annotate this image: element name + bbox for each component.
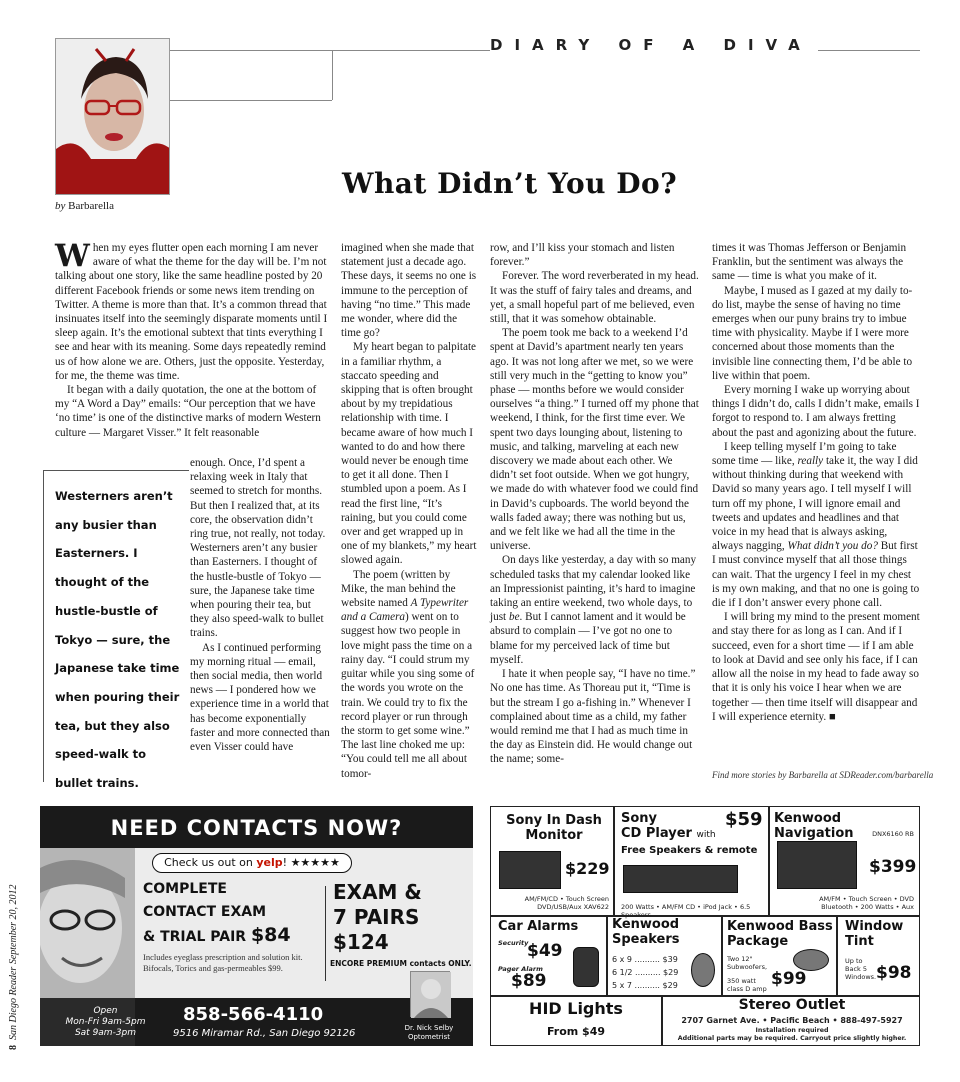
encore-note: ENCORE PREMIUM contacts ONLY. <box>330 959 472 968</box>
paragraph: It began with a daily quotation, the one at the bottom of my “A Word a Day” emails: “Our perception that we have ‘no time’ is one of the distinctive marks of modern Western culture — Margaret Visser.” It felt reasonable <box>55 384 321 439</box>
header-rule-low <box>170 100 332 101</box>
author-portrait-graphic <box>56 39 170 195</box>
contacts-ad[interactable] <box>40 806 473 1046</box>
divider <box>613 807 615 915</box>
pull-quote: Westerners aren’t any busier than Easterners. I thought of the hustle-bustle of Tokyo — sure, the Japanese take time when pouring their tea, but they also speed-walk to bullet trains. <box>55 489 180 791</box>
footer-note: Find more stories by Barbarella at SDReader.com/barbarella <box>712 770 934 780</box>
stereo-outlet-ad[interactable] <box>490 806 920 1046</box>
tint-specs: Up to Back 5 Windows. <box>845 957 877 981</box>
store-notes: Installation required Additional parts may be required. Carryout price slightly higher. <box>677 1027 907 1042</box>
paragraph: Maybe, I mused as I gazed at my daily to-do list, maybe the sense of having no time emerges when our puny brains try to imbue time with physicality. Maybe if I were more concerned about those moments than the invisible line connecting them, I’d be able to live within that poem. <box>712 284 913 382</box>
monitor-image <box>499 851 561 889</box>
sony-monitor-specs: AM/FM/CD • Touch Screen DVD/USB/Aux XAV622 <box>524 895 609 911</box>
article-column-3 <box>490 241 699 767</box>
headline: What Didn’t You Do? <box>342 167 678 200</box>
sony-monitor-title: Sony In Dash Monitor <box>506 813 602 843</box>
window-tint-title: Window Tint <box>845 919 904 949</box>
paragraph: Forever. The word reverberated in my head. It was the stuff of fairy tales and dreams, and yet, a small hopeful part of me believed, even still, that it was somehow obtainable. <box>490 270 699 326</box>
kenwood-nav-title: Kenwood Navigation <box>774 811 854 841</box>
header-rule-step <box>332 50 333 100</box>
tint-price: $98 <box>876 963 912 983</box>
byline: by Barbarella <box>55 200 114 212</box>
section-title: DIARY OF A DIVA <box>490 36 818 54</box>
divider <box>606 915 608 995</box>
article-column-1-narrow <box>190 456 332 754</box>
paragraph: I keep telling myself I’m going to take some time — like, really take it, the way I did without thinking during that weekend with David so many years ago. I tell myself I will turn off my phone, I will ignore email and tweets and updates and headlines and that voice in my head that is always asking, always nagging, What didn’t you do? But first I must convince myself that all those things can wait. That the urgency I feel in my chest is my own making, and that no one is going to die if I don’t answer every phone call. <box>712 440 920 610</box>
doctor-graphic <box>411 972 451 1018</box>
paragraph: Every morning I wake up worrying about things I didn’t do, calls I didn’t make, emails I forgot to respond to. I am always fretting about the past and agonizing about the future. <box>712 384 920 439</box>
doctor-photo <box>410 971 450 1017</box>
kenwood-nav-specs: AM/FM • Touch Screen • DVD Bluetooth • 200 Watts • Aux <box>819 895 914 911</box>
page-number: 8 <box>8 1045 19 1050</box>
address: 9516 Miramar Rd., San Diego 92126 <box>173 1028 356 1039</box>
paragraph: enough. Once, I’d spent a relaxing week in Italy that seemed to stretch for months. But then I realized that, at its core, the observation didn’t ring true, not really, not today. Westerners aren’t any busier than Easterners. I thought of the hustle-bustle of Tokyo — sure, the Japanese take time when pouring their tea, but they also speed-walk to bullet trains. <box>190 457 326 640</box>
paragraph: When my eyes flutter open each morning I am never aware of what the theme for the day will be. I’m not talking about one story, like the same headline posted by 20 different Facebook friends or some news item trending on Twitter. A theme is more than that. It’s a common thread that insinuates itself into the seemingly disparate moments until I sleep again. It’s the emotional subtext that tints everything I see and hear with its meaning. Some days repeatedly remind us of how alone we are. Others, just the opposite. Yesterday, for me, the theme was time. <box>55 238 328 382</box>
subwoofer-image <box>793 949 829 971</box>
alarm-remote-image <box>573 947 599 987</box>
bass-price: $99 <box>771 969 807 989</box>
bass-specs: Two 12" Subwoofers, 350 watt class D amp <box>727 955 768 993</box>
paragraph: On days like yesterday, a day with so many scheduled tasks that my calendar looked like an Impressionist painting, it’s hard to imagine taking an entire weekend, two whole days, to just be. But I cannot lament and it would be absurd to complain — I’ve got no one to blame for my perceived lack of time but myself. <box>490 554 697 666</box>
paragraph: times it was Thomas Jefferson or Benjamin Franklin, but the sentiment was always the same — time is what you make of it. <box>712 242 907 283</box>
drop-cap: W <box>55 238 90 274</box>
paragraph: I hate it when people say, “I have no time.” No one has time. As Thoreau put it, “Time is but the stream I go a-fishing in.” Whenever I complained about time as a child, my father would remind me that I had as much time in the day as Einstein did. He would change out the name; some- <box>490 668 696 766</box>
navigation-image <box>777 841 857 889</box>
store-address: 2707 Garnet Ave. • Pacific Beach • 888-497-5927 <box>681 1016 903 1025</box>
speaker-image <box>691 953 715 987</box>
paragraph: My heart began to palpitate in a familiar rhythm, a staccato speeding and skipping that is often brought about by my trepidatious relationship with time. I became aware of how much I wanted to do and how there would never be enough time to get it all done. Then I stumbled upon a poem. As I read the first line, “It’s raining, but you could come over and get wrapped up in one of my blankets,” my heart slowed again. <box>341 341 477 567</box>
ad-divider <box>325 886 326 981</box>
alarm-security-price: $49 <box>527 941 563 961</box>
ad-title: NEED CONTACTS NOW? <box>110 816 403 840</box>
paragraph: I will bring my mind to the present moment and stay there for as long as I can. And if I succeed, even for a short time — if I am able to look at David and see only his face, if I can allow all the noise in my head to fade away so that it is only his voice I hear when we are together — then time itself will disappear and I will experience eternity. ■ <box>712 611 920 723</box>
doctor-name: Dr. Nick Selby Optometrist <box>404 1024 454 1041</box>
divider <box>768 807 770 915</box>
sony-cd-bundle: Free Speakers & remote <box>621 845 758 856</box>
fine-print: Includes eyeglass prescription and solution kit. Bifocals, Torics and gas-permeables $99. <box>143 952 303 973</box>
exam-offer: EXAM & 7 PAIRS $124 <box>333 880 422 954</box>
paragraph: row, and I’ll kiss your stomach and listen forever.” <box>490 242 675 269</box>
kenwood-bass-title: Kenwood Bass Package <box>727 919 833 949</box>
sony-monitor-price: $229 <box>565 859 610 878</box>
page-folio <box>8 884 19 1050</box>
article-column-1 <box>55 238 332 440</box>
article-column-2 <box>341 241 479 781</box>
kenwood-speakers-title: Kenwood Speakers <box>612 917 680 947</box>
paragraph: The poem (written by Mike, the man behind the website named A Typewriter and a Camera) went on to suggest how two people in love might pass the time on a rainy day. “I could strum my guitar while you sing some of the words you wrote on the train. We could try to fix the record player or run through the storm to get some wine.” The last line choked me up: “You could tell me all about tomor- <box>341 568 475 780</box>
paragraph: As I continued performing my morning ritual — email, then social media, then world news — I pondered how we experience time in a world that has become exponentially faster and more connected than even Visser could have <box>190 641 330 754</box>
divider <box>721 915 723 995</box>
alarm-pager-price: $89 <box>511 971 547 991</box>
paragraph: The poem took me back to a weekend I’d spent at David’s apartment nearly ten years ago. It was not long after we met, so we were still very much in the “getting to know you” phase — months before we would consider ourselves “a thing.” I turned off my phone that weekend, I think, for the first time ever. We spent two days lounging about, listening to music, and talking, marveling at each new discovery we made about each other. We didn’t set foot outside. When we got hungry, we made do with whatever food we could find in David’s cupboards. The world beyond the walls faded away; there was nothing but us, and we felt like we had all the time in the universe. <box>490 327 699 553</box>
yelp-badge[interactable]: Check us out on yelp! ★★★★★ <box>152 853 352 873</box>
kenwood-nav-model: DNX6160 RB <box>872 830 914 838</box>
paragraph: imagined when she made that statement just a decade ago. These days, it seems no one is immune to the perception of having “no time.” This made me wonder, where did the time go? <box>341 242 477 340</box>
contact-exam-offer: COMPLETE CONTACT EXAM & TRIAL PAIR $84 <box>143 881 291 946</box>
speaker-prices: 6 x 9 .......... $39 6 1/2 .......... $29 5 x 7 .......... $29 <box>612 955 679 990</box>
hid-lights-title: HID Lights <box>529 999 623 1018</box>
divider <box>836 915 838 995</box>
alarm-pager-label: Pager Alarm <box>498 965 543 973</box>
article-column-4 <box>712 241 920 724</box>
author-photo <box>55 38 170 195</box>
alarm-security-label: Security <box>498 939 529 947</box>
cd-player-image <box>623 865 738 893</box>
publication-line: San Diego Reader September 20, 2012 <box>8 884 19 1040</box>
store-name: Stereo Outlet <box>738 997 846 1013</box>
hid-lights-price: From $49 <box>546 1025 606 1038</box>
sony-cd-specs: 200 Watts • AM/FM CD • iPod Jack • 6.5 Speakers <box>621 903 751 919</box>
sony-cd-price: $59 <box>725 809 763 830</box>
phone-number[interactable]: 858-566-4110 <box>183 1004 324 1025</box>
car-alarms-title: Car Alarms <box>498 919 579 934</box>
kenwood-nav-price: $399 <box>869 857 917 877</box>
office-hours: Open Mon-Fri 9am-5pm Sat 9am-3pm <box>65 1006 146 1038</box>
sony-cd-title: Sony CD Player with <box>621 811 716 841</box>
